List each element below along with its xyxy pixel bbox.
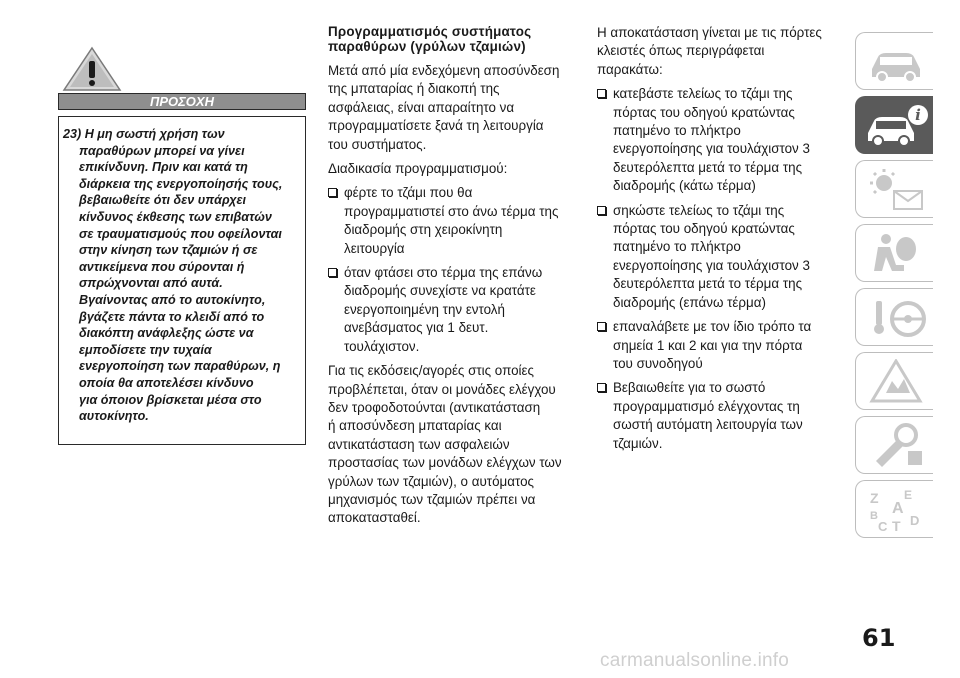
text-line: μηχανισμός των τζαμιών πρέπει να xyxy=(328,491,536,507)
text-line: του συστήματος. xyxy=(328,136,427,152)
text-line: δευτερόλεπτα μετά το τέρμα της xyxy=(613,276,803,292)
warning-line: παραθύρων μπορεί να γίνει xyxy=(79,143,245,158)
chapter-tabs xyxy=(855,32,937,544)
warning-lights-icon xyxy=(864,167,928,213)
text-line: σωστή αυτόματη λειτουργία των xyxy=(613,417,803,433)
warning-line: ενεργοποίηση των παραθύρων, η xyxy=(79,359,281,374)
text-line: προγραμματιστεί στο άνω τέρμα της xyxy=(344,203,559,219)
tab-steering-starting[interactable] xyxy=(855,288,933,346)
emergency-icon xyxy=(864,359,928,405)
text-line: κλειστές όπως περιγράφεται xyxy=(597,43,765,59)
middle-column xyxy=(328,24,578,534)
tab-warning-lights[interactable] xyxy=(855,160,933,218)
text-line: δεν τροφοδοτούνται (αντικατάσταση xyxy=(328,399,541,415)
text-line: επαναλάβετε με τον ίδιο τρόπο τα xyxy=(613,319,812,335)
svg-text:T: T xyxy=(892,518,901,533)
warning-line: βεβαιωθείτε ότι δεν υπάρχει xyxy=(79,193,247,208)
tab-car-overview[interactable] xyxy=(855,32,933,90)
list-item xyxy=(597,318,837,373)
right-column xyxy=(597,24,837,459)
svg-text:Z: Z xyxy=(870,490,879,506)
text-line: σημεία 1 και 2 και για την πόρτα xyxy=(613,337,803,353)
text-line: ή αποσύνδεση μπαταρίας και xyxy=(328,418,502,434)
index-letters-icon xyxy=(864,487,928,533)
tab-maintenance[interactable] xyxy=(855,416,933,474)
section-title xyxy=(328,24,578,54)
checkbox-bullet-icon xyxy=(597,89,606,98)
text-line: πόρτας του οδηγού κρατώντας xyxy=(613,104,795,120)
tab-airbag-safety[interactable] xyxy=(855,224,933,282)
text-line: παρακάτω: xyxy=(597,61,663,77)
text-line: αντικατάσταση των ασφαλειών xyxy=(328,436,510,452)
text-line: ενεργοποιημένη την εντολή xyxy=(344,301,505,317)
checkbox-bullet-icon xyxy=(597,383,606,392)
text-line: πόρτας του οδηγού κρατώντας xyxy=(613,221,795,237)
text-line: Η αποκατάσταση γίνεται με τις πόρτες xyxy=(597,25,822,40)
warning-line: αντικείμενα που σύρονται ή xyxy=(79,259,245,274)
warning-line: Βγαίνοντας από το αυτοκίνητο, xyxy=(79,292,266,307)
text-line: ενεργοποίησης για τουλάχιστον 3 xyxy=(613,141,810,157)
svg-text:D: D xyxy=(910,513,920,528)
text-line: ενεργοποίησης για τουλάχιστον 3 xyxy=(613,257,810,273)
text-line: ανεβάσματος για 1 δευτ. xyxy=(344,320,489,336)
tab-car-info[interactable] xyxy=(855,96,933,154)
text-line: πατημένο το πλήκτρο xyxy=(613,239,741,255)
list-item xyxy=(597,379,837,453)
text-line: δευτερόλεπτα μετά το τέρμα της xyxy=(613,159,803,175)
tab-index[interactable] xyxy=(855,480,933,538)
text-line: παραθύρων (γρύλων τζαμιών) xyxy=(328,39,526,54)
text-line: ασφάλειας, είναι απαραίτητο να xyxy=(328,99,515,115)
warning-line: οποία θα αποτελέσει κίνδυνο xyxy=(79,375,254,390)
text-line: προγραμματίσετε ξανά τη λειτουργία xyxy=(328,118,544,134)
tab-emergency[interactable] xyxy=(855,352,933,410)
checkbox-bullet-icon xyxy=(328,188,337,197)
text-line: Προγραμματισμός συστήματος xyxy=(328,24,532,39)
warning-line: στην κίνηση των τζαμιών ή σε xyxy=(79,243,258,258)
warning-line: αυτοκίνητο. xyxy=(79,409,149,424)
checkbox-bullet-icon xyxy=(597,206,606,215)
warning-line: για όποιον βρίσκεται μέσα στο xyxy=(79,392,262,407)
text-line: λειτουργία xyxy=(344,240,405,256)
text-line: σηκώστε τελείως το τζάμι της xyxy=(613,202,785,218)
text-line: προβλέπεται, όταν οι μονάδες ελέγχου xyxy=(328,381,556,397)
text-line: φέρτε το τζάμι που θα xyxy=(344,185,473,201)
warning-text xyxy=(63,126,303,425)
car-info-icon xyxy=(864,103,928,149)
text-line: κατεβάστε τελείως το τζάμι της xyxy=(613,86,793,102)
procedure-label: Διαδικασία προγραμματισμού: xyxy=(328,161,508,177)
warning-line: επικίνδυνη. Πριν και κατά τη xyxy=(79,160,248,175)
svg-text:A: A xyxy=(892,500,904,517)
text-line: του συνοδηγού xyxy=(613,355,703,371)
text-line: τουλάχιστον. xyxy=(344,338,420,354)
list-item xyxy=(328,184,578,258)
text-line: διαδρομής στη χειροκίνητη xyxy=(344,222,503,238)
warning-line: βγάζετε πάντα το κλειδί από το xyxy=(79,309,265,324)
restore-list xyxy=(597,85,837,453)
text-line: πατημένο το πλήκτρο xyxy=(613,123,741,139)
procedure-list xyxy=(328,184,578,356)
page-number: 61 xyxy=(862,624,896,652)
outro-paragraph xyxy=(328,362,578,528)
car-overview-icon xyxy=(864,39,928,85)
airbag-safety-icon xyxy=(864,231,928,277)
warning-line: σπρώχνονται από αυτά. xyxy=(79,276,223,291)
list-item xyxy=(328,264,578,356)
svg-text:C: C xyxy=(878,519,888,533)
restore-intro xyxy=(597,24,837,79)
text-line: Μετά από μία ενδεχόμενη αποσύνδεση xyxy=(328,63,560,78)
text-line: προγραμματισμό ελέγχοντας τη xyxy=(613,398,800,414)
list-item xyxy=(597,202,837,312)
svg-text:B: B xyxy=(870,510,878,522)
text-line: γρύλων των τζαμιών), ο αυτόματος xyxy=(328,473,534,489)
warning-triangle-icon xyxy=(62,46,122,92)
watermark: carmanualsonline.info xyxy=(600,650,790,671)
steering-starting-icon xyxy=(864,295,928,341)
text-line: διαδρομής συνεχίστε να κρατάτε xyxy=(344,283,536,299)
warning-line: κίνδυνος έκθεσης των επιβατών xyxy=(79,209,272,224)
text-line: διαδρομής (επάνω τέρμα) xyxy=(613,294,766,310)
svg-text:i: i xyxy=(915,106,921,124)
warning-line: εμποδίσετε την τυχαία xyxy=(79,342,212,357)
warning-line: σε τραυματισμούς που οφείλονται xyxy=(79,226,282,241)
intro-paragraph xyxy=(328,62,578,154)
maintenance-icon xyxy=(864,423,928,469)
text-line: τζαμιών. xyxy=(613,435,663,451)
checkbox-bullet-icon xyxy=(328,268,337,277)
text-line: της μπαταρίας ή διακοπή της xyxy=(328,81,500,97)
text-line: διαδρομής (κάτω τέρμα) xyxy=(613,178,756,194)
text-line: Για τις εκδόσεις/αγορές στις οποίες xyxy=(328,363,534,379)
text-line: όταν φτάσει στο τέρμα της επάνω xyxy=(344,265,543,281)
warning-line: 23) Η μη σωστή χρήση των xyxy=(63,127,225,141)
text-line: αποκατασταθεί. xyxy=(328,510,421,526)
svg-text:E: E xyxy=(904,488,913,502)
warning-line: διάρκεια της ενεργοποίησής τους, xyxy=(79,176,283,191)
warning-heading: ΠΡΟΣΟΧΗ xyxy=(58,93,306,110)
text-line: προστασίας των μονάδων ελέγχων των xyxy=(328,455,562,471)
checkbox-bullet-icon xyxy=(597,322,606,331)
warning-line: διακόπτη ανάφλεξης ώστε να xyxy=(79,326,254,341)
list-item xyxy=(597,85,837,195)
text-line: Βεβαιωθείτε για το σωστό xyxy=(613,380,766,396)
